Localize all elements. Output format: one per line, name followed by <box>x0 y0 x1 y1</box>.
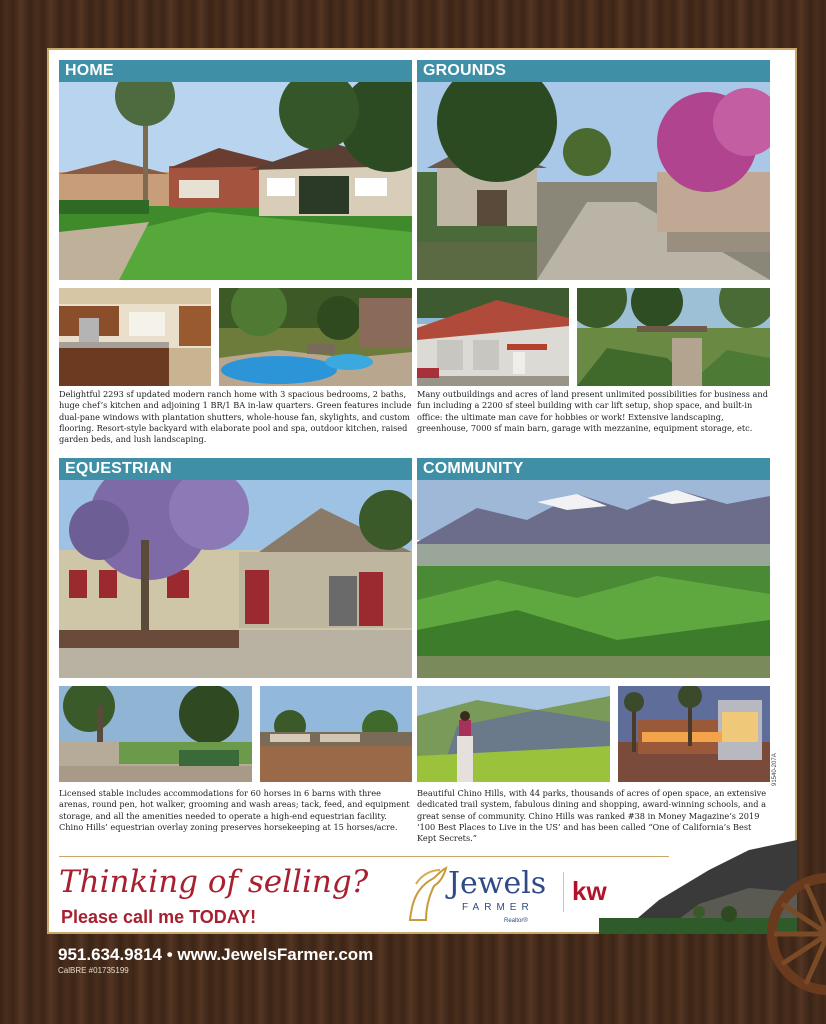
wagon-wheel-icon <box>766 844 826 1024</box>
logo-surname: FARMER <box>462 902 534 913</box>
community-trail-photo <box>417 686 610 782</box>
flyer-panel <box>47 48 797 934</box>
community-header: COMMUNITY <box>417 458 770 480</box>
community-shopping-photo <box>618 686 770 782</box>
equestrian-main-photo <box>59 480 412 678</box>
cta-divider <box>59 856 669 857</box>
equestrian-description: Licensed stable includes accommodations for 60 horses in 6 barns with three arenas, round pen, hot walker, grooming and wash areas; tack, feed, and equipment storage, and all the amenities needed to operate a high-end equestrian facility. Chino Hills’ equestrian overlay zoning preserves horsekeeping at 15 horses/acre. <box>59 788 410 832</box>
license-number: CalBRE #01735199 <box>58 966 129 975</box>
cta-subline: Please call me TODAY! <box>61 907 257 927</box>
horse-logo-icon <box>404 864 448 924</box>
home-pool-photo <box>219 288 412 386</box>
home-main-photo <box>59 82 412 280</box>
grounds-description: Many outbuildings and acres of land present unlimited possibilities for business and fun including a 2200 sf steel building with car lift setup, shop space, and built-in office: the ultimate man cave for hobbies or work! Extensive landscaping, greenhouse, 7000 sf main barn, garage with mezzanine, equipment storage, etc. <box>417 389 768 433</box>
equestrian-barns-photo <box>260 686 412 782</box>
grounds-header: GROUNDS <box>417 60 770 82</box>
cta-headline: Thinking of selling? <box>59 864 369 900</box>
home-description: Delightful 2293 sf updated modern ranch home with 3 spacious bedrooms, 2 baths, huge chef’s kitchen and adjoining 1 BR/1 BA in-law quarters. Green features include dual-pane windows with plantation shutters, whole-house fan, skylights, and custom flooring. Resort-style backyard with elaborate pool and spa, outdoor kitchen, raised garden beds, and lush landscaping. <box>59 389 412 445</box>
grounds-main-photo <box>417 82 770 280</box>
grounds-steel-building-photo <box>417 288 569 386</box>
broker-mark: kw <box>572 876 607 906</box>
contact-line: 951.634.9814 • www.JewelsFarmer.com <box>58 945 374 964</box>
logo-title: Realtor® <box>504 918 528 924</box>
home-kitchen-photo <box>59 288 211 386</box>
equestrian-header: EQUESTRIAN <box>59 458 412 480</box>
print-code: 91540-207A <box>772 753 778 786</box>
jewels-farmer-logo <box>404 864 564 930</box>
grounds-landscape-photo <box>577 288 770 386</box>
logo-name: Jewels <box>448 866 547 901</box>
community-description: Beautiful Chino Hills, with 44 parks, thousands of acres of open space, an extensive dedicated trail system, fabulous dining and shopping, award-winning schools, and a great sense of community. Chino Hills was ranked #38 in Money Magazine’s 2019 ‘100 Best Places to Live in the US’ and has been called “One of California’s Best Kept Secrets.” <box>417 788 767 844</box>
community-main-photo <box>417 480 770 678</box>
equestrian-arena-photo <box>59 686 252 782</box>
home-header: HOME <box>59 60 412 82</box>
